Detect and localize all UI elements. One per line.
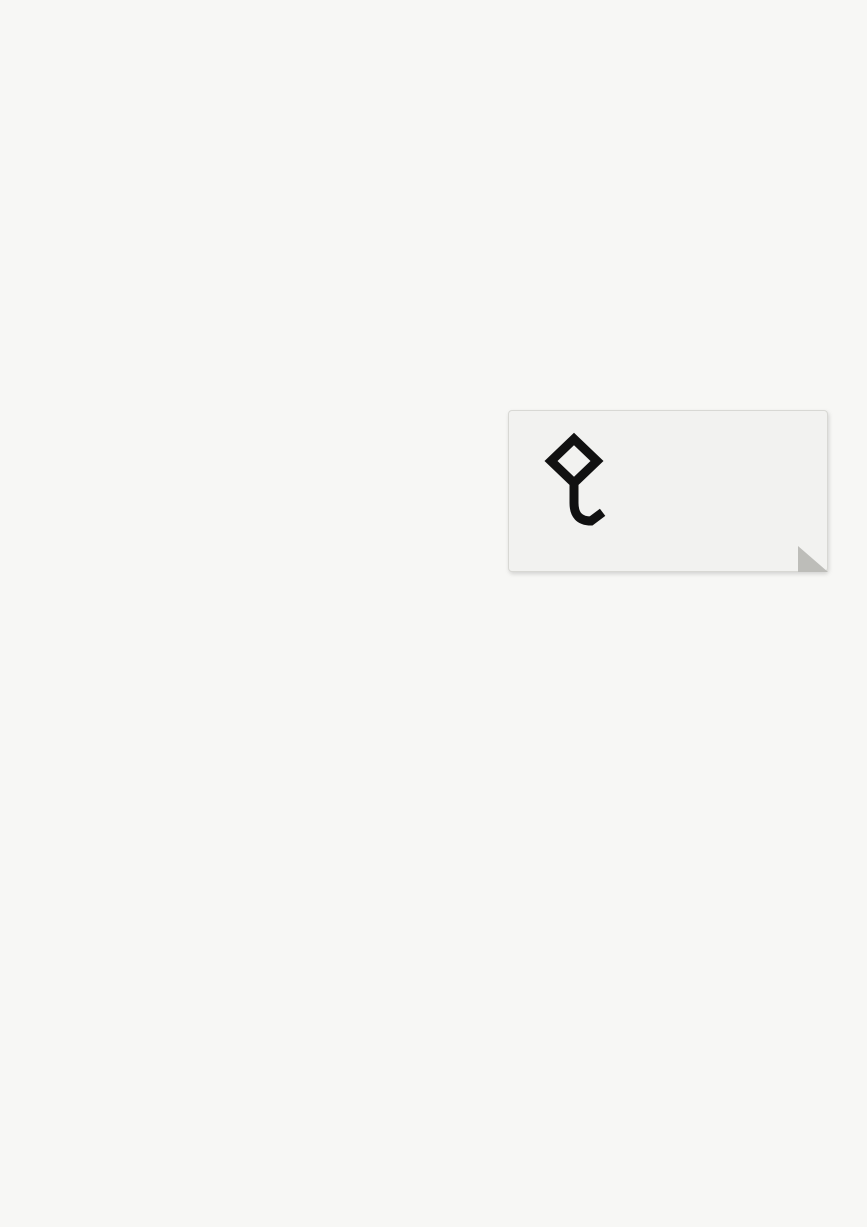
- page-curl-decoration: [798, 546, 828, 572]
- oracle-bone-si-glyph-icon: [539, 431, 609, 531]
- oracle-bone-figure: [508, 410, 828, 572]
